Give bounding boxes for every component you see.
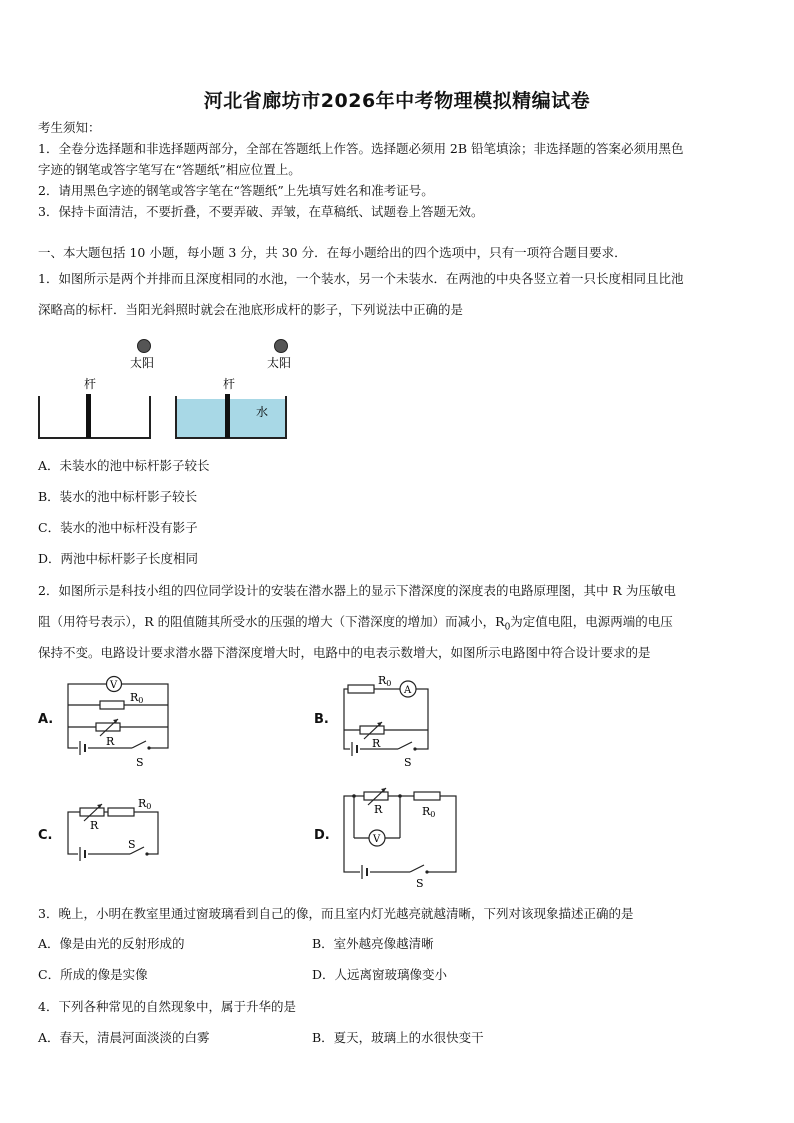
question-3-option-d: D．人远离窗玻璃像变小 xyxy=(312,967,448,982)
svg-text:R0: R0 xyxy=(130,691,144,705)
question-1-option-a: A．未装水的池中标杆影子较长 xyxy=(38,458,210,473)
notice-heading: 考生须知： xyxy=(38,120,101,135)
question-2-stem-line-1: 2．如图所示是科技小组的四位同学设计的安装在潜水器上的显示下潜深度的深度表的电路原理图，其中 R 为压敏电 xyxy=(38,583,676,598)
right-rod-label: 杆 xyxy=(223,377,236,391)
left-sun-label: 太阳 xyxy=(130,356,155,370)
svg-text:R0: R0 xyxy=(138,797,152,811)
right-sun-label: 太阳 xyxy=(267,356,292,370)
question-4-option-b: B．夏天，玻璃上的水很快变干 xyxy=(312,1030,484,1045)
left-rod-label: 杆 xyxy=(84,377,97,391)
question-3-option-c: C．所成的像是实像 xyxy=(38,967,148,982)
water-fill xyxy=(176,399,286,437)
circuit-a xyxy=(60,670,180,774)
resistor-r0 xyxy=(100,701,124,709)
exam-title: 河北省廊坊市2026年中考物理模拟精编试卷 xyxy=(203,90,591,112)
circuit-d xyxy=(336,782,466,890)
notice-item-1-line-1: 1．全卷分选择题和非选择题两部分，全部在答题纸上作答。选择题必须用 2B 铅笔填涂；非选择题的答案必须用黑色 xyxy=(38,141,684,156)
question-4-stem: 4．下列各种常见的自然现象中，属于升华的是 xyxy=(38,999,296,1014)
left-rod xyxy=(86,394,91,438)
question-1-stem-line-1: 1．如图所示是两个并排而且深度相同的水池，一个装水，另一个未装水．在两池的中央各竖立着一只长度相同且比池 xyxy=(38,271,684,286)
question-2-stem-line-2: 阻（用符号表示），R 的阻值随其所受水的压强的增大（下潜深度的增加）而减小，$R_0$为定值电阻，电源两端的电压 xyxy=(38,614,673,633)
question-4-option-a: A．春天，清晨河面淡淡的白雾 xyxy=(38,1030,210,1045)
question-1-stem-line-2: 深略高的标杆．当阳光斜照时就会在池底形成杆的影子，下列说法中正确的是 xyxy=(38,302,464,317)
circuit-a-label: A. xyxy=(38,712,54,727)
svg-text:S: S xyxy=(416,877,424,890)
section-1-instructions: 一、本大题包括 10 小题，每小题 3 分，共 30 分．在每小题给出的四个选项中，只有一项符合题目要求． xyxy=(38,245,627,260)
svg-text:V: V xyxy=(373,834,381,845)
resistor-r0 xyxy=(414,792,440,800)
left-sun-icon xyxy=(138,340,151,353)
svg-text:R: R xyxy=(374,803,383,816)
right-rod xyxy=(225,394,230,438)
circuit-d-label: D. xyxy=(314,828,330,843)
question-3-option-a: A．像是由光的反射形成的 xyxy=(38,936,185,951)
circuit-c-label: C. xyxy=(38,828,53,843)
question-1-option-d: D．两池中标杆影子长度相同 xyxy=(38,551,199,566)
svg-text:R0: R0 xyxy=(422,805,436,819)
notice-item-2: 2．请用黑色字迹的钢笔或答字笔在“答题纸”上先填写姓名和准考证号。 xyxy=(38,183,434,198)
question-1-pool-figure xyxy=(34,334,298,442)
svg-text:V: V xyxy=(110,680,118,691)
svg-text:S: S xyxy=(128,838,136,851)
svg-text:R: R xyxy=(372,737,381,750)
question-1-option-c: C．装水的池中标杆没有影子 xyxy=(38,520,198,535)
varistor-r xyxy=(360,726,384,734)
question-3-stem: 3．晚上，小明在教室里通过窗玻璃看到自己的像，而且室内灯光越亮就越清晰，下列对该现象描述正确的是 xyxy=(38,906,634,921)
notice-item-1-line-2: 字迹的钢笔或答字笔写在“答题纸”相应位置上。 xyxy=(38,162,301,177)
circuit-b xyxy=(336,670,446,774)
varistor-r xyxy=(96,723,120,731)
question-3-option-b: B．室外越亮像越清晰 xyxy=(312,936,434,951)
svg-text:S: S xyxy=(136,756,144,769)
question-2-stem-line-3: 保持不变。电路设计要求潜水器下潜深度增大时，电路中的电表示数增大，如图所示电路图中符合设计要求的是 xyxy=(38,645,651,660)
question-1-option-b: B．装水的池中标杆影子较长 xyxy=(38,489,198,504)
svg-text:R: R xyxy=(90,819,99,832)
circuit-c xyxy=(60,792,170,872)
svg-text:R: R xyxy=(106,735,115,748)
svg-text:S: S xyxy=(404,756,412,769)
circuit-b-label: B. xyxy=(314,712,329,727)
notice-item-3: 3．保持卡面清洁，不要折叠，不要弄破、弄皱，在草稿纸、试题卷上答题无效。 xyxy=(38,204,484,219)
resistor-r0 xyxy=(108,808,134,816)
svg-text:R0: R0 xyxy=(378,674,392,688)
varistor-r xyxy=(80,808,104,816)
resistor-r0 xyxy=(348,685,374,693)
right-sun-icon xyxy=(275,340,288,353)
varistor-r xyxy=(364,792,388,800)
water-label: 水 xyxy=(256,405,269,419)
svg-text:A: A xyxy=(404,685,412,696)
